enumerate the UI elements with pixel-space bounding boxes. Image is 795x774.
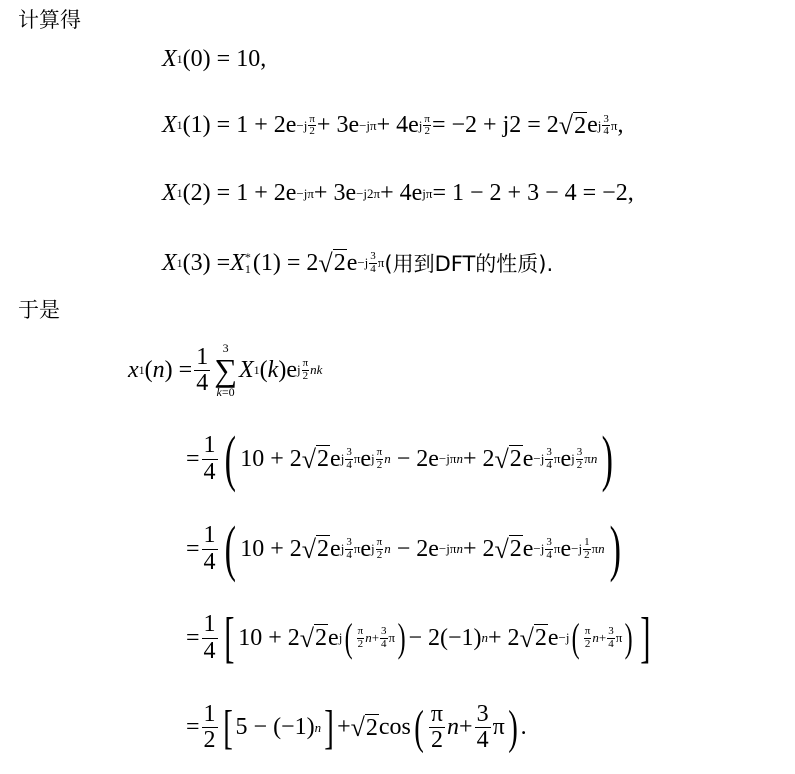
equation-x1-0: X 1 (0) = 10, bbox=[162, 46, 267, 72]
equation-x1-1: X 1 (1) = 1 + 2e −j $\frac{\pi}{2}$ + 3e −jπ + 4e j $\frac{\pi}{2}$ = −2 + j2 = 2 √ 2 e j $\frac{3}{4}$ π , bbox=[162, 111, 624, 141]
derivation-step-1: = $\frac{1}{4}$ ( 10 + 2 √ 2 e j $\frac{3}{4}$ π e j $\frac{\pi}{2}$ n − 2e −jπn + 2 √ 2 e −j $\frac{3}{4}$ π e j $\frac{3}{2}$ π n ) bbox=[186, 425, 614, 493]
derivation-step-4: = $\frac{1}{2}$ [ 5 − (−1) n ] + √ 2 cos ( $\frac{\pi}{2}$ n + $\frac{3}{4}$ π ) . bbox=[186, 700, 527, 754]
equation-x1-2: X 1 (2) = 1 + 2e −jπ + 3e −j2π + 4e jπ = 1 − 2 + 3 − 4 = −2, bbox=[162, 180, 634, 206]
idft-definition: x 1 ( n ) = $\frac{1}{4}$ 3 ∑ k=0 X 1 ( k )e j $\frac{\pi}{2}$ nk bbox=[128, 341, 323, 399]
then-label: 于是 bbox=[18, 298, 60, 322]
derivation-step-2: = $\frac{1}{4}$ ( 10 + 2 √ 2 e j $\frac{3}{4}$ π e j $\frac{\pi}{2}$ n − 2e −jπn + 2 √ 2 e −j $\frac{3}{4}$ π e −j $\frac{1}{2}$ π n ) bbox=[186, 515, 621, 583]
derivation-step-3: = $\frac{1}{4}$ [ 10 + 2 √ 2 e j ( $\frac{\pi}{2}$ n + $\frac{3}{4}$ π ) − 2(−1) n + 2 √ 2 e −j ( $\frac{\pi}{2}$ n + $\frac{3}{4}$ π ) ] bbox=[186, 607, 651, 669]
equation-x1-3: X 1 (3) = X * 1 (1) = 2 √ 2 e −j $\frac{3}{4}$ π (用到DFT的性质). bbox=[162, 248, 554, 278]
intro-label: 计算得 bbox=[18, 8, 81, 32]
dft-property-note: (用到DFT的性质). bbox=[384, 252, 554, 276]
